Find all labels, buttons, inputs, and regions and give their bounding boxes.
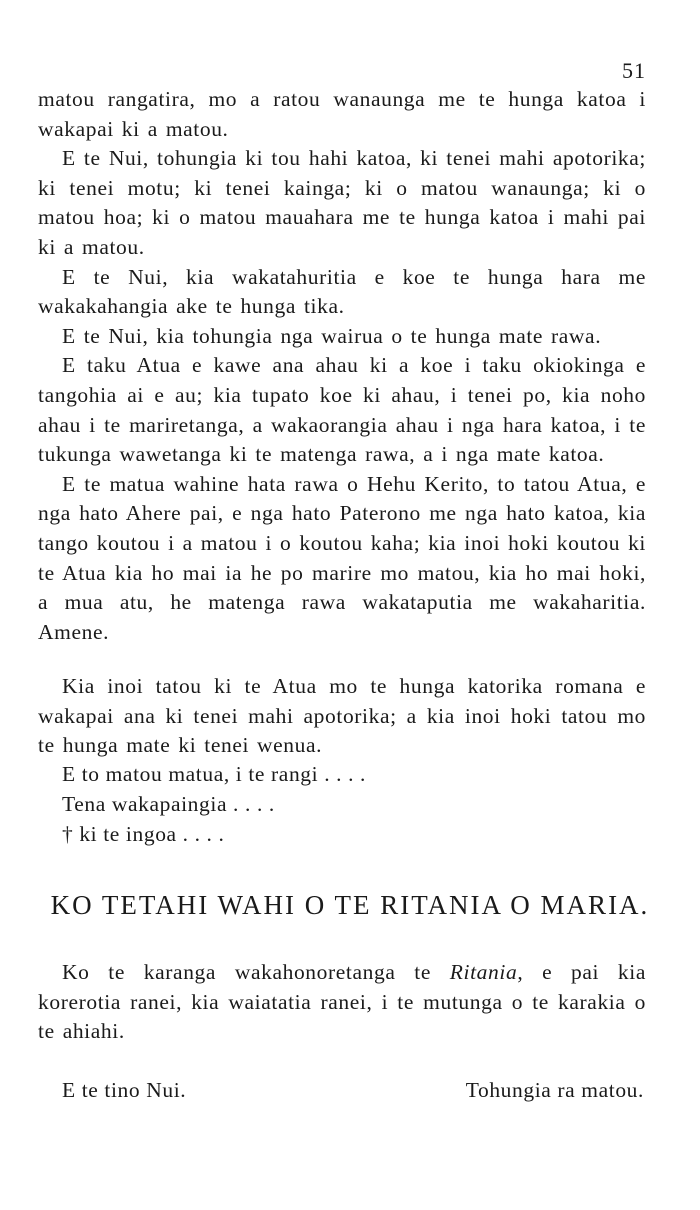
intro-text: Ko te karanga wakahonoretanga te [62,960,450,984]
intro-text: , e pai kia korerotia ranei, kia waiatatia ranei, i te mutunga o te karakia o te ahiahi. [38,960,646,1044]
prayer-text-mid [38,672,646,761]
litany-intro [38,958,646,1047]
paragraph: E te matua wahine hata rawa o Hehu Kerito, to tatou Atua, e nga hato Ahere pai, e nga hato Paterono me nga hato katoa, kia tango koutou i a matou i o koutou kaha; kia inoi hoki koutou ki te Atua kia ho mai ia he po marire mo matou, kia ho mai hoki, a mua atu, he matenga rawa wakataputia me wakaharitia. Amene. [38,471,646,644]
section-title: KO TETAHI WAHI O TE RITANIA O MARIA. [50,890,650,920]
litany-row [62,1078,644,1103]
response: Tohungia ra matou. [465,1078,644,1102]
paragraph: Kia inoi tatou ki te Atua mo te hunga katorika romana e wakapai ana ki tenei mahi apotorika; a kia inoi hoki tatou mo te hunga mate ki tenei wenua. [38,674,646,758]
short-line: E to matou matua, i te rangi . . . . [62,762,367,786]
prayer-text-top [38,85,646,647]
paragraph: E taku Atua e kawe ana ahau ki a koe i taku okiokinga e tangohia ai e au; kia tupato koe ki ahau, i tenei po, kia noho ahau i te mariretanga, a wakaorangia ahau i nga hara katoa, i te tukunga wawetanga ki te matenga rawa, a i nga mate katoa. [38,353,646,467]
paragraph: matou rangatira, mo a ratou wanaunga me te hunga katoa i wakapai ki a matou. [38,87,646,141]
short-line: † ki te ingoa . . . . [62,822,225,846]
paragraph [38,958,646,1047]
italic-term: Ritania [449,960,518,984]
paragraph: E te Nui, kia wakatahuritia e koe te hunga hara me wakakahangia ake te hunga tika. [38,264,646,319]
paragraph: E te Nui, tohungia ki tou hahi katoa, ki tenei mahi apotorika; ki tenei motu; ki tenei kainga; ki o matou wanaunga; ki o matou hoa; ki o matou mauahara me te hunga katoa i mahi pai ki a matou. [38,146,646,259]
page-number: 51 [622,58,646,83]
invocation: E te tino Nui. [62,1078,187,1102]
paragraph: E te Nui, kia tohungia nga wairua o te hunga mate rawa. [62,323,602,348]
short-line: Tena wakapaingia . . . . [62,792,275,816]
